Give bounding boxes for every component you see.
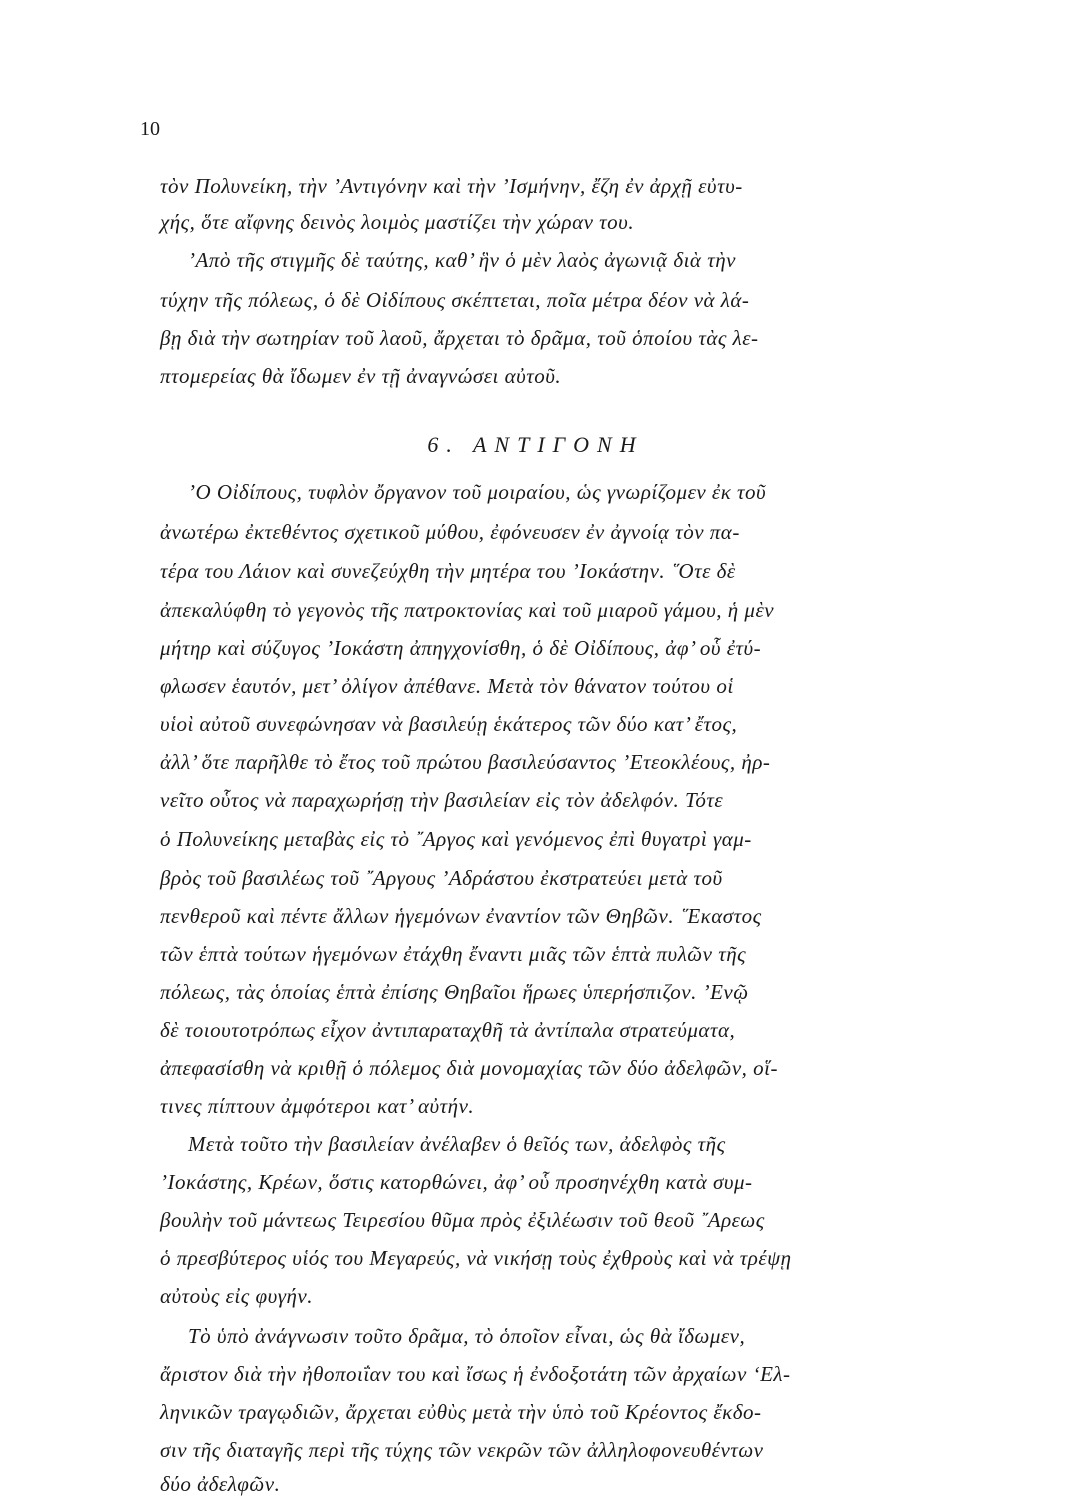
text-line: αὐτοὺς εἰς φυγήν. (160, 1284, 313, 1308)
text-line: βῃ διὰ τὴν σωτηρίαν τοῦ λαοῦ, ἄρχεται τὸ δρᾶμα, τοῦ ὁποίου τὰς λε- (160, 326, 759, 350)
text-line: δὲ τοιουτοτρόπως εἶχον ἀντιπαραταχθῆ τὰ ἀντίπαλα στρατεύματα, (160, 1018, 736, 1042)
text-line: νεῖτο οὗτος νὰ παραχωρήσῃ τὴν βασιλείαν εἰς τὸν ἀδελφόν. Τότε (160, 788, 724, 812)
text-line: μήτηρ καὶ σύζυγος ’Ιοκάστη ἀπηγχονίσθη, ὁ δὲ Οἰδίπους, ἀφ’ οὗ ἐτύ- (160, 636, 762, 660)
text-line: ὁ Πολυνείκης μεταβὰς εἰς τὸ ῎Αργος καὶ γενόμενος ἐπὶ θυγατρὶ γαμ- (160, 827, 752, 851)
text-line: βουλὴν τοῦ μάντεως Τειρεσίου θῦμα πρὸς ἐξιλέωσιν τοῦ θεοῦ ῎Αρεως (160, 1208, 765, 1232)
text-line: ληνικῶν τραγῳδιῶν, ἄρχεται εὐθὺς μετὰ τὴν ὑπὸ τοῦ Κρέοντος ἔκδο- (160, 1400, 762, 1424)
text-line: τῶν ἑπτὰ τούτων ἡγεμόνων ἐτάχθη ἔναντι μιᾶς τῶν ἑπτὰ πυλῶν τῆς (160, 942, 747, 966)
text-line: τινες πίπτουν ἀμφότεροι κατ’ αὐτήν. (160, 1094, 475, 1118)
text-line: ἀνωτέρω ἐκτεθέντος σχετικοῦ μύθου, ἐφόνευσεν ἐν ἀγνοίᾳ τὸν πα- (160, 520, 740, 544)
text-line: ’Ιοκάστης, Κρέων, ὅστις κατορθώνει, ἀφ’ οὗ προσηνέχθη κατὰ συμ- (160, 1170, 753, 1194)
text-line: πόλεως, τὰς ὁποίας ἑπτὰ ἐπίσης Θηβαῖοι ἥρωες ὑπερήσπιζον. ’Ενῷ (160, 980, 749, 1004)
text-line: υἱοὶ αὐτοῦ συνεφώνησαν νὰ βασιλεύῃ ἑκάτερος τῶν δύο κατ’ ἔτος, (160, 712, 738, 736)
text-line: ὁ πρεσβύτερος υἱός του Μεγαρεύς, νὰ νικήσῃ τοὺς ἐχθροὺς καὶ νὰ τρέψῃ (160, 1246, 792, 1270)
section-heading: 6. ΑΝΤΙΓΟΝΗ (427, 432, 644, 457)
text-line: ἀπεφασίσθη νὰ κριθῇ ὁ πόλεμος διὰ μονομαχίας τῶν δύο ἀδελφῶν, οἵ- (160, 1056, 778, 1080)
text-line: χής, ὅτε αἴφνης δεινὸς λοιμὸς μαστίζει τὴν χώραν του. (160, 210, 635, 234)
page-number: 10 (140, 118, 160, 140)
text-line: ἀλλ’ ὅτε παρῆλθε τὸ ἔτος τοῦ πρώτου βασιλεύσαντος ’Ετεοκλέους, ἠρ- (160, 750, 771, 774)
text-line: ’Ο Οἰδίπους, τυφλὸν ὄργανον τοῦ μοιραίου, ὡς γνωρίζομεν ἐκ τοῦ (188, 480, 767, 504)
text-line: βρὸς τοῦ βασιλέως τοῦ ῎Αργους ’Αδράστου ἐκστρατεύει μετὰ τοῦ (160, 866, 723, 890)
text-line: πτομερείας θὰ ἴδωμεν ἐν τῇ ἀναγνώσει αὐτοῦ. (160, 364, 562, 388)
text-line: δύο ἀδελφῶν. (160, 1472, 281, 1496)
text-line: Μετὰ τοῦτο τὴν βασιλείαν ἀνέλαβεν ὁ θεῖός των, ἀδελφὸς τῆς (188, 1132, 726, 1156)
text-line: Τὸ ὑπὸ ἀνάγνωσιν τοῦτο δρᾶμα, τὸ ὁποῖον εἶναι, ὡς θὰ ἴδωμεν, (188, 1324, 746, 1348)
text-line: ἄριστον διὰ τὴν ἠθοποιΐαν του καὶ ἴσως ἡ ἐνδοξοτάτη τῶν ἀρχαίων ‘Ελ- (160, 1362, 791, 1386)
text-line: ἀπεκαλύφθη τὸ γεγονὸς τῆς πατροκτονίας καὶ τοῦ μιαροῦ γάμου, ἡ μὲν (160, 598, 775, 622)
text-line: φλωσεν ἑαυτόν, μετ’ ὀλίγον ἀπέθανε. Μετὰ τὸν θάνατον τούτου οἱ (160, 674, 734, 698)
text-line: πενθεροῦ καὶ πέντε ἄλλων ἡγεμόνων ἐναντίον τῶν Θηβῶν. ῞Εκαστος (160, 904, 762, 928)
text-line: τέρα του Λάιον καὶ συνεζεύχθη τὴν μητέρα του ’Ιοκάστην. ῞Οτε δὲ (160, 559, 736, 583)
text-line: σιν τῆς διαταγῆς περὶ τῆς τύχης τῶν νεκρῶν τῶν ἀλληλοφονευθέντων (160, 1438, 764, 1462)
text-line: τύχην τῆς πόλεως, ὁ δὲ Οἰδίπους σκέπτεται, ποῖα μέτρα δέον νὰ λά- (160, 288, 750, 312)
text-line: τὸν Πολυνείκη, τὴν ’Αντιγόνην καὶ τὴν ’Ισμήνην, ἔζη ἐν ἀρχῇ εὐτυ- (160, 174, 743, 198)
text-line: ’Απὸ τῆς στιγμῆς δὲ ταύτης, καθ’ ἣν ὁ μὲν λαὸς ἀγωνιᾷ διὰ τὴν (188, 248, 736, 272)
